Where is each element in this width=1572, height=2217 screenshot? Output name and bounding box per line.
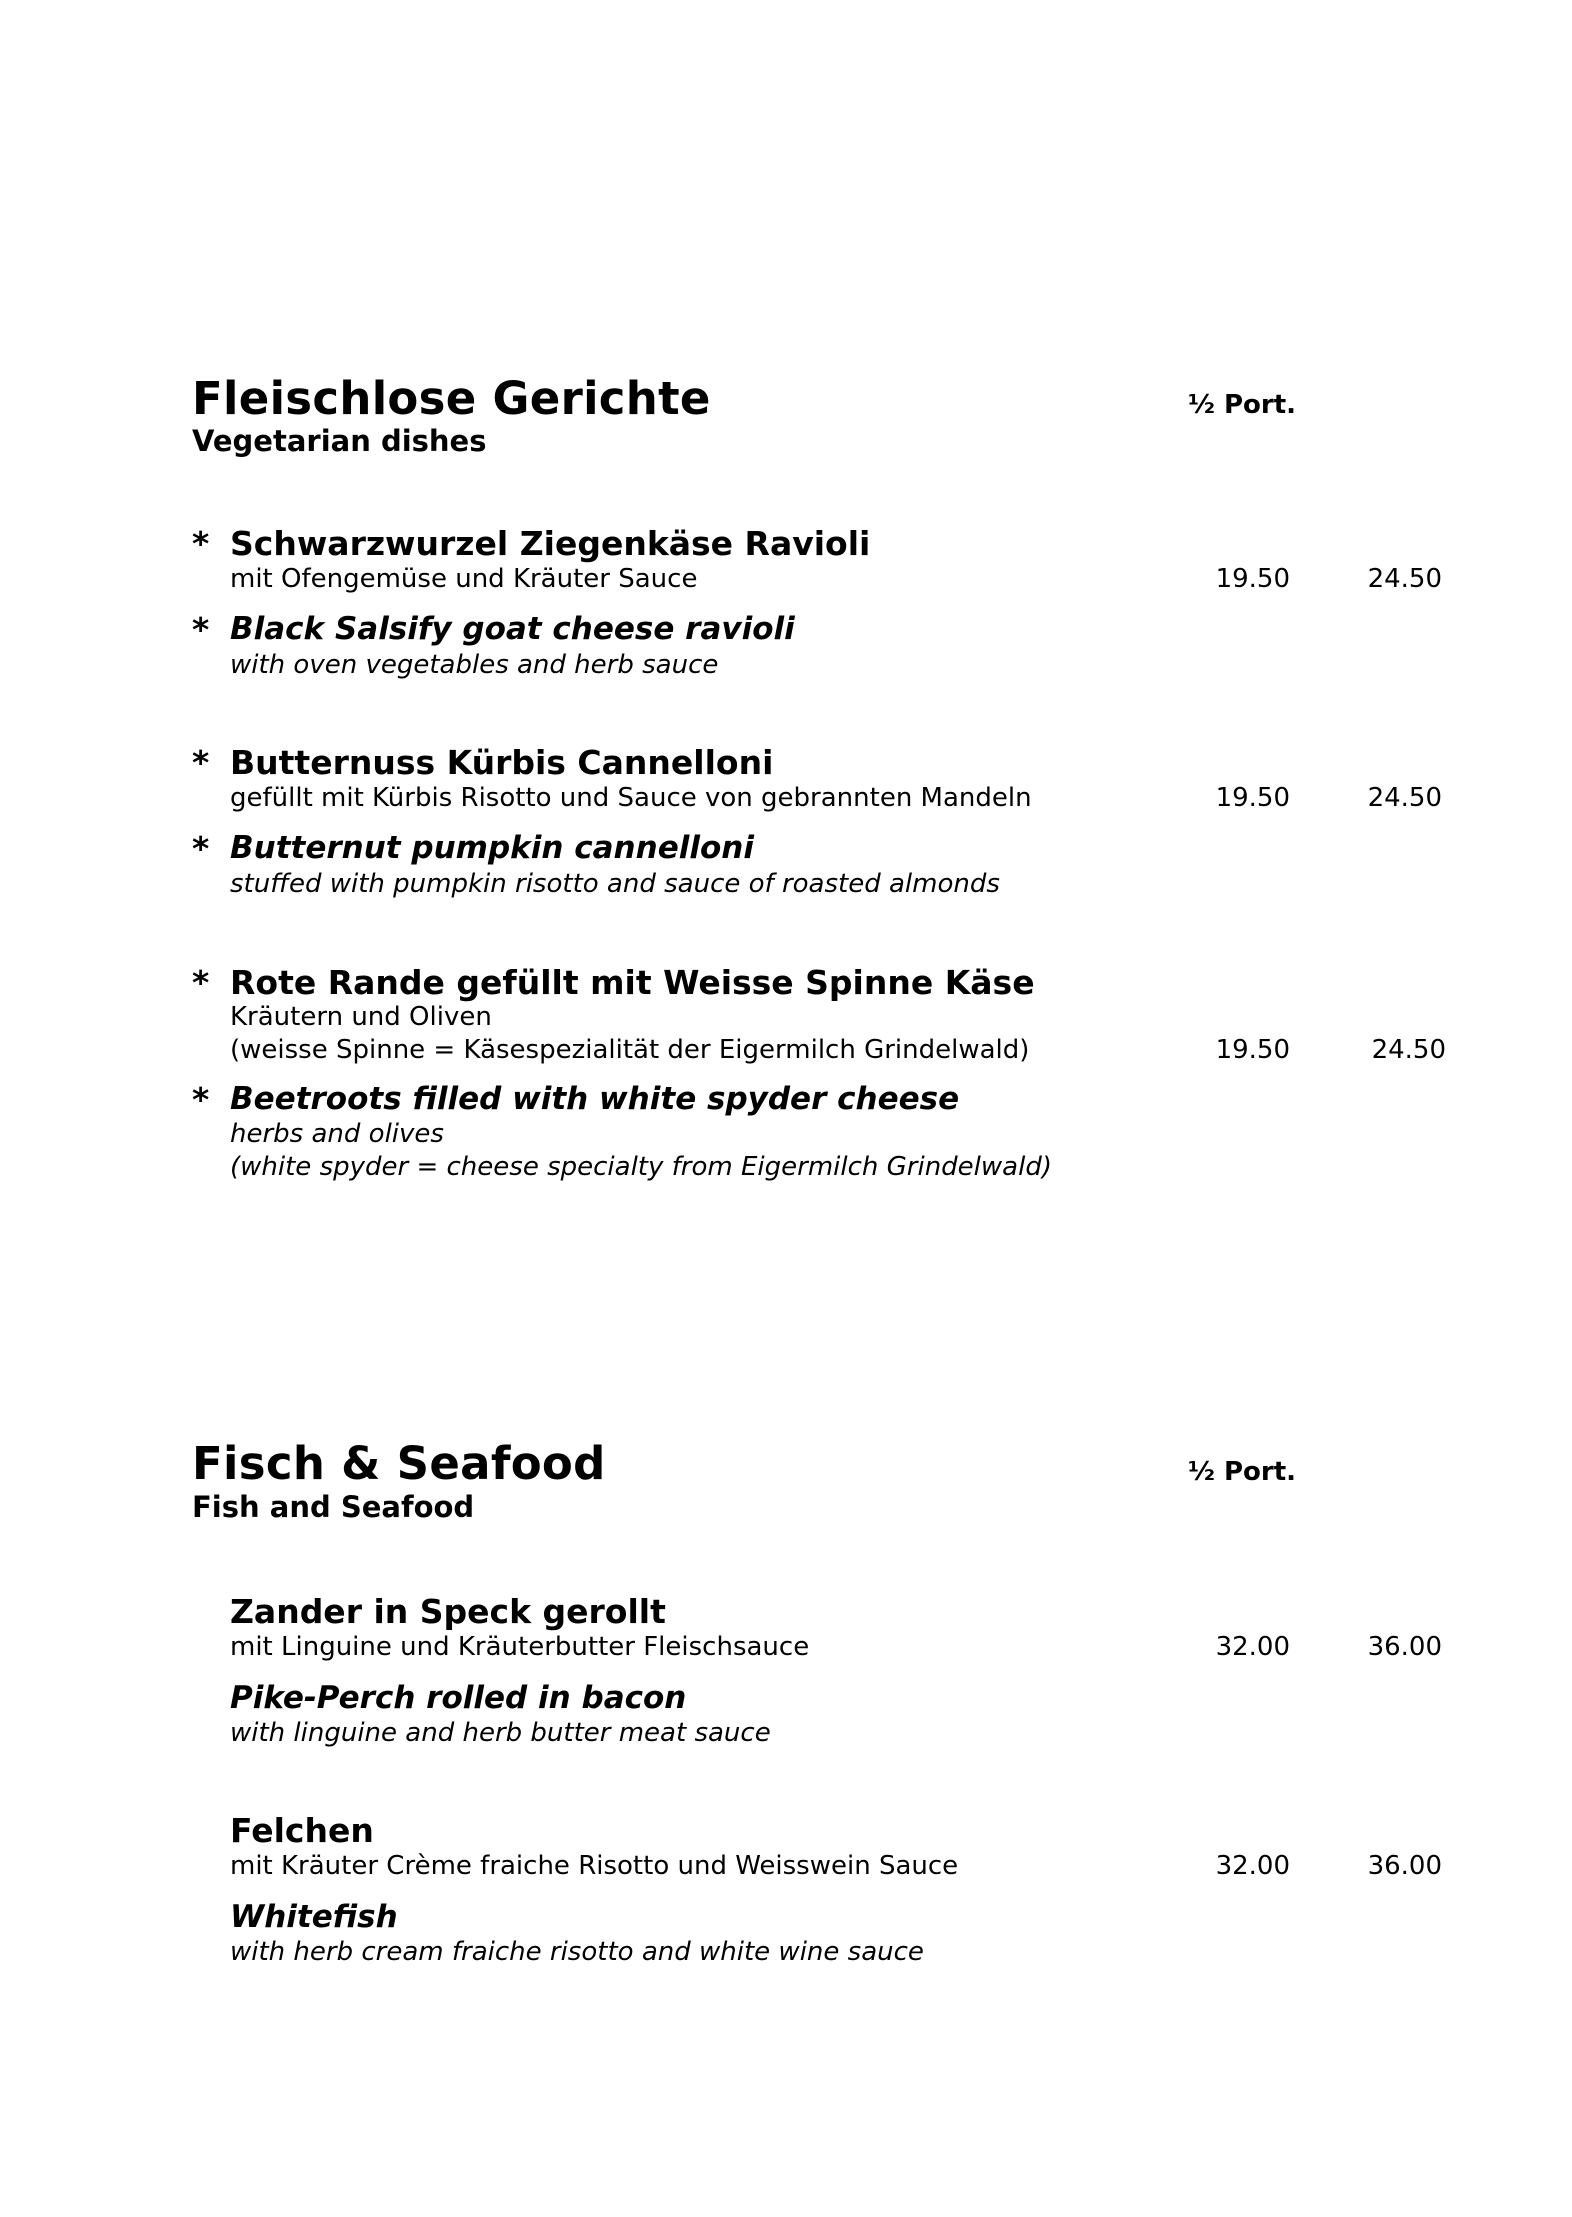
price-full-portion: 24.50 xyxy=(1371,1035,1446,1065)
section-title: Fisch & Seafood xyxy=(192,1437,606,1490)
vegetarian-marker: * xyxy=(192,1080,210,1119)
dish-name-en: Beetroots filled with white spyder cheese xyxy=(230,1081,960,1117)
dish-description-de: Kräutern und Oliven xyxy=(230,1002,492,1032)
dish-description-en: herbs and olives xyxy=(230,1119,444,1149)
dish-description-de: (weisse Spinne = Käsespezialität der Eigermilch Grindelwald) xyxy=(230,1035,1030,1065)
section-subtitle: Fish and Seafood xyxy=(192,1490,475,1524)
dish-name-en: Butternut pumpkin cannelloni xyxy=(230,830,754,866)
price-half-portion: 32.00 xyxy=(1215,1632,1290,1662)
dish-name-de: Schwarzwurzel Ziegenkäse Ravioli xyxy=(230,524,871,563)
price-full-portion: 24.50 xyxy=(1367,783,1442,813)
dish-description-de: gefüllt mit Kürbis Risotto und Sauce von gebrannten Mandeln xyxy=(230,783,1032,813)
dish-name-de: Rote Rande gefüllt mit Weisse Spinne Käse xyxy=(230,963,1035,1002)
section-title: Fleischlose Gerichte xyxy=(192,372,711,425)
dish-description-en: with oven vegetables and herb sauce xyxy=(230,650,719,680)
half-portion-label: ½ Port. xyxy=(1188,390,1297,420)
vegetarian-marker: * xyxy=(192,610,210,649)
dish-description-en: with linguine and herb butter meat sauce xyxy=(230,1718,771,1748)
dish-name-en: Whitefish xyxy=(230,1899,398,1935)
dish-name-de: Butternuss Kürbis Cannelloni xyxy=(230,743,774,782)
dish-name-en: Black Salsify goat cheese ravioli xyxy=(230,611,795,647)
dish-name-de: Felchen xyxy=(230,1811,374,1850)
dish-name-en: Pike-Perch rolled in bacon xyxy=(230,1680,687,1716)
price-full-portion: 36.00 xyxy=(1367,1632,1442,1662)
price-half-portion: 19.50 xyxy=(1215,1035,1290,1065)
price-half-portion: 32.00 xyxy=(1215,1851,1290,1881)
dish-description-de: mit Ofengemüse und Kräuter Sauce xyxy=(230,564,698,594)
dish-description-en: (white spyder = cheese specialty from Eigermilch Grindelwald) xyxy=(230,1152,1052,1182)
vegetarian-marker: * xyxy=(192,963,210,1002)
half-portion-label: ½ Port. xyxy=(1188,1457,1297,1487)
price-half-portion: 19.50 xyxy=(1215,564,1290,594)
price-full-portion: 36.00 xyxy=(1367,1851,1442,1881)
dish-description-de: mit Kräuter Crème fraiche Risotto und Weisswein Sauce xyxy=(230,1851,959,1881)
vegetarian-marker: * xyxy=(192,524,210,563)
price-full-portion: 24.50 xyxy=(1367,564,1442,594)
dish-name-de: Zander in Speck gerollt xyxy=(230,1592,666,1631)
vegetarian-marker: * xyxy=(192,743,210,782)
dish-description-de: mit Linguine und Kräuterbutter Fleischsauce xyxy=(230,1632,810,1662)
dish-description-en: with herb cream fraiche risotto and white wine sauce xyxy=(230,1937,924,1967)
dish-description-en: stuffed with pumpkin risotto and sauce of roasted almonds xyxy=(230,869,1000,899)
section-subtitle: Vegetarian dishes xyxy=(192,424,487,458)
vegetarian-marker: * xyxy=(192,829,210,868)
price-half-portion: 19.50 xyxy=(1215,783,1290,813)
